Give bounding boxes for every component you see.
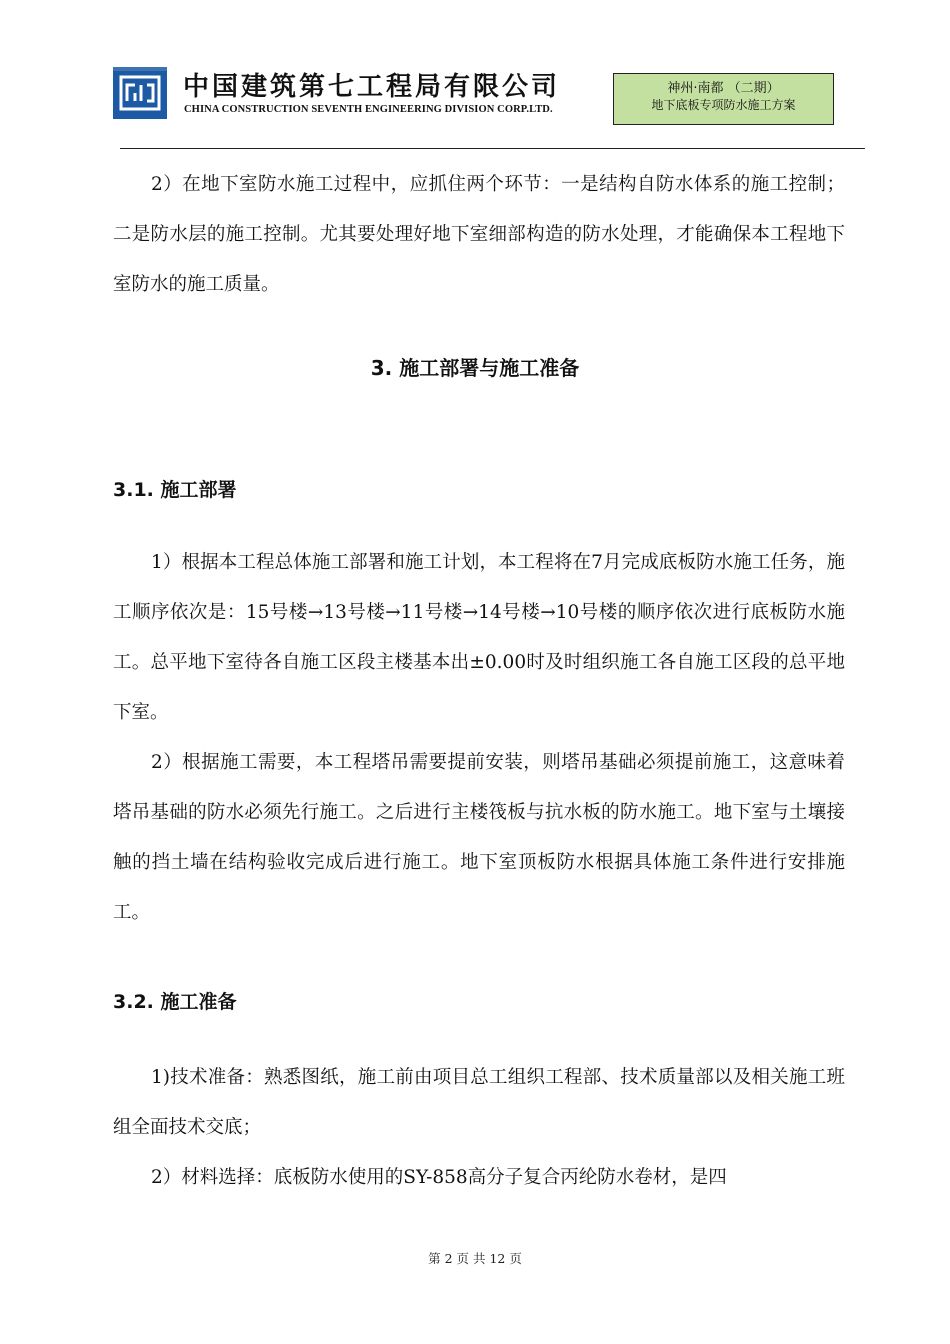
deployment-paragraph-2: 2）根据施工需要，本工程塔吊需要提前安装，则塔吊基础必须提前施工，这意味着塔吊基础的防水必须先行施工。之后进行主楼筏板与抗水板的防水施工。地下室与土壤接触的挡土墙在结构验收完成后进行施工。地下室顶板防水根据具体施工条件进行安排施工。 <box>113 752 845 923</box>
preparation-paragraph-1: 1)技术准备：熟悉图纸，施工前由项目总工组织工程部、技术质量部以及相关施工班组全面技术交底； <box>113 1067 845 1138</box>
project-label-box <box>613 73 834 125</box>
subsection-title-deployment: 3.1. 施工部署 <box>113 479 237 501</box>
company-name-cn: 中国建筑第七工程局有限公司 <box>183 72 561 102</box>
document-title: 地下底板专项防水施工方案 <box>651 98 796 112</box>
subsection-title-preparation: 3.2. 施工准备 <box>113 991 237 1013</box>
header-divider <box>120 148 865 149</box>
company-logo-icon <box>113 67 167 119</box>
company-name-en: CHINA CONSTRUCTION SEVENTH ENGINEERING DIVISION CORP.LTD. <box>184 104 553 115</box>
deployment-paragraph-1: 1）根据本工程总体施工部署和施工计划，本工程将在7月完成底板防水施工任务，施工顺序依次是：15号楼→13号楼→11号楼→14号楼→10号楼的顺序依次进行底板防水施工。总平地下室待各自施工区段主楼基本出±0.00时及时组织施工各自施工区段的总平地下室。 <box>113 552 845 723</box>
intro-paragraph: 2）在地下室防水施工过程中，应抓住两个环节：一是结构自防水体系的施工控制；二是防水层的施工控制。尤其要处理好地下室细部构造的防水处理，才能确保本工程地下室防水的施工质量。 <box>113 174 845 295</box>
section-title: 3. 施工部署与施工准备 <box>370 356 580 380</box>
preparation-paragraph-2: 2）材料选择：底板防水使用的SY-858高分子复合丙纶防水卷材，是四 <box>151 1167 727 1188</box>
page-number: 第 2 页 共 12 页 <box>428 1251 522 1266</box>
project-name: 神州·南都 （二期） <box>667 81 780 96</box>
